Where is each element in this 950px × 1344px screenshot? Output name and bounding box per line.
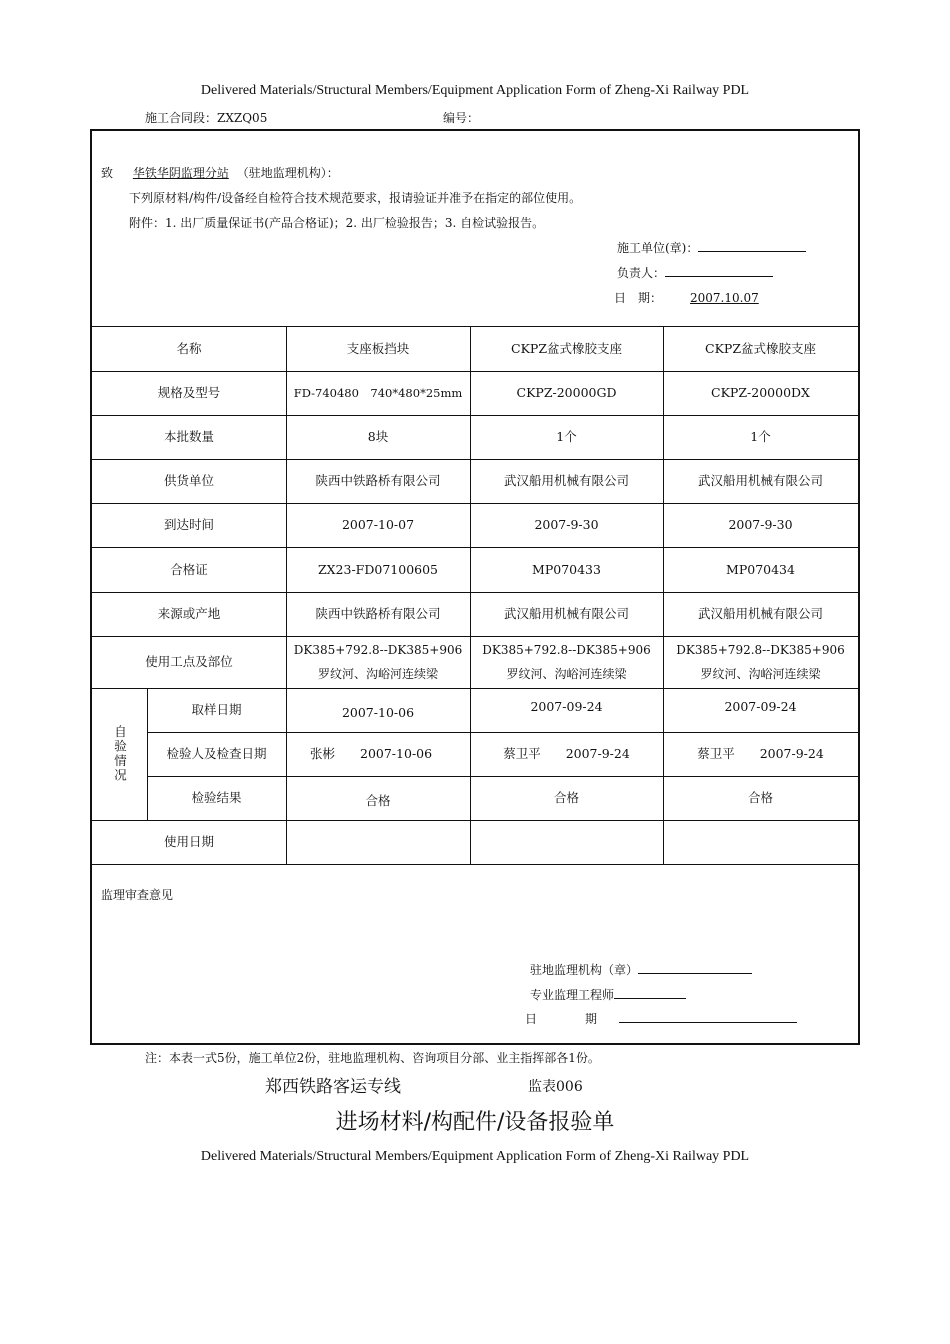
row-label-arrival: 到达时间 [163,517,214,532]
table-cell: 合格 [553,790,579,805]
intro-date-value: 2007.10.07 [690,291,759,305]
intro-date-field [614,289,820,306]
table-cell: 2007-10-07 [341,517,415,532]
table-cell: 武汉船用机械有限公司 [697,473,823,488]
table-cell: 合格 [747,790,773,805]
table-cell: 陕西中铁路桥有限公司 [315,606,441,621]
table-cell [663,636,858,688]
row-label-quantity: 本批数量 [163,429,214,444]
usage-location-structure: 罗纹河、沟峪河连续梁 [700,667,821,681]
contract-section: 施工合同段：ZXZQ05 [145,111,268,125]
table-cell: 8块 [367,429,389,444]
row-label-origin: 来源或产地 [157,606,221,621]
table-cell [286,636,470,688]
row-label-spec: 规格及型号 [157,385,221,400]
person-in-charge-blank [665,264,773,277]
table-cell: 武汉船用机械有限公司 [503,606,629,621]
review-org-field [530,961,752,978]
row-label-usage: 使用工点及部位 [145,654,233,669]
review-date-label: 日 期 [525,1012,598,1026]
table-cell: CKPZ盆式橡胶支座 [511,340,622,356]
form-frame [90,129,860,1045]
table-cell: CKPZ盆式橡胶支座 [705,340,816,356]
table-cell: 1个 [556,429,577,444]
table-cell: 2007-09-24 [724,699,797,714]
usage-location-chainage: DK385+792.8--DK385+906 [293,643,463,657]
table-cell: 蔡卫平 2007-9-24 [503,746,630,761]
self-check-group-label [92,688,147,820]
construction-unit-blank [698,239,806,252]
table-cell: MP070433 [532,561,601,577]
table-cell: ZX23-FD07100605 [317,561,439,577]
english-title: Delivered Materials/Structural Members/Equipment Application Form of Zheng-Xi Railway PDL [200,83,750,98]
usage-location-chainage: DK385+792.8--DK385+906 [676,643,845,657]
row-label-supplier: 供货单位 [163,473,214,488]
table-cell: 武汉船用机械有限公司 [697,606,823,621]
table-cell: MP070434 [726,561,795,577]
table-cell: 1个 [750,429,771,444]
form-number-label: 编号： [443,111,480,125]
row-label-name: 名称 [176,340,202,356]
row-label-use-date: 使用日期 [163,834,214,849]
table-cell: 2007-09-24 [530,699,603,714]
review-engineer-field [530,986,686,1003]
table-cell: 2007-9-30 [728,517,793,532]
to-prefix: 致 [101,166,114,180]
table-cell: 2007-10-06 [341,705,415,720]
table-cell [470,636,663,688]
intro-date-label: 日 期： [614,291,663,305]
review-date-field [525,1010,797,1027]
review-engineer-label: 专业监理工程师 [530,988,615,1002]
table-cell: 蔡卫平 2007-9-24 [697,746,824,761]
review-engineer-blank [614,986,686,999]
row-label-result: 检验结果 [191,790,242,805]
construction-unit-label: 施工单位(章)： [617,241,699,255]
usage-location-structure: 罗纹河、沟峪河连续梁 [317,667,438,681]
table-cell: 支座板挡块 [346,340,410,356]
row-label-inspector: 检验人及检查日期 [166,746,267,761]
to-suffix: （驻地监理机构）： [236,166,339,180]
railway-line-name: 郑西铁路客运专线 [265,1077,401,1097]
row-label-certificate: 合格证 [170,561,208,577]
table-cell: 2007-9-30 [534,517,599,532]
person-in-charge-label: 负责人： [617,266,666,280]
footer-note: 注：本表一式5份，施工单位2份，驻地监理机构、咨询项目分部、业主指挥部各1份。 [145,1051,600,1065]
usage-location-chainage: DK385+792.8--DK385+906 [482,643,651,657]
chinese-title: 进场材料/构配件/设备报验单 [335,1110,615,1135]
table-cell: FD-740480 740*480*25mm [293,386,463,400]
supervisor-name: 华铁华阴监理分站 [132,166,229,180]
person-in-charge-field [617,264,773,281]
review-title: 监理审查意见 [101,888,174,902]
self-check-group-text: 自验情况 [112,725,128,783]
intro-statement: 下列原材料/构件/设备经自检符合技术规范要求，报请验证并准予在指定的部位使用。 [129,191,582,205]
table-cell: 合格 [365,793,391,808]
addressee-line [101,164,339,181]
table-cell: 陕西中铁路桥有限公司 [315,473,441,488]
review-org-blank [638,961,752,974]
usage-location-structure: 罗纹河、沟峪河连续梁 [506,667,627,681]
attachments-line: 附件：1. 出厂质量保证书(产品合格证)；2. 出厂检验报告；3. 自检试验报告。 [129,216,545,230]
review-org-label: 驻地监理机构（章） [530,963,639,977]
review-date-blank [619,1010,797,1023]
table-cell: 张彬 2007-10-06 [310,746,433,761]
table-cell: CKPZ-20000DX [711,385,810,400]
form-code: 监表006 [528,1079,583,1095]
table-cell: CKPZ-20000GD [516,385,617,400]
row-label-sampling-date: 取样日期 [191,702,242,717]
table-cell: 武汉船用机械有限公司 [503,473,629,488]
construction-unit-field [617,239,806,256]
english-title-bottom: Delivered Materials/Structural Members/Equipment Application Form of Zheng-Xi Railway PDL [200,1149,750,1164]
